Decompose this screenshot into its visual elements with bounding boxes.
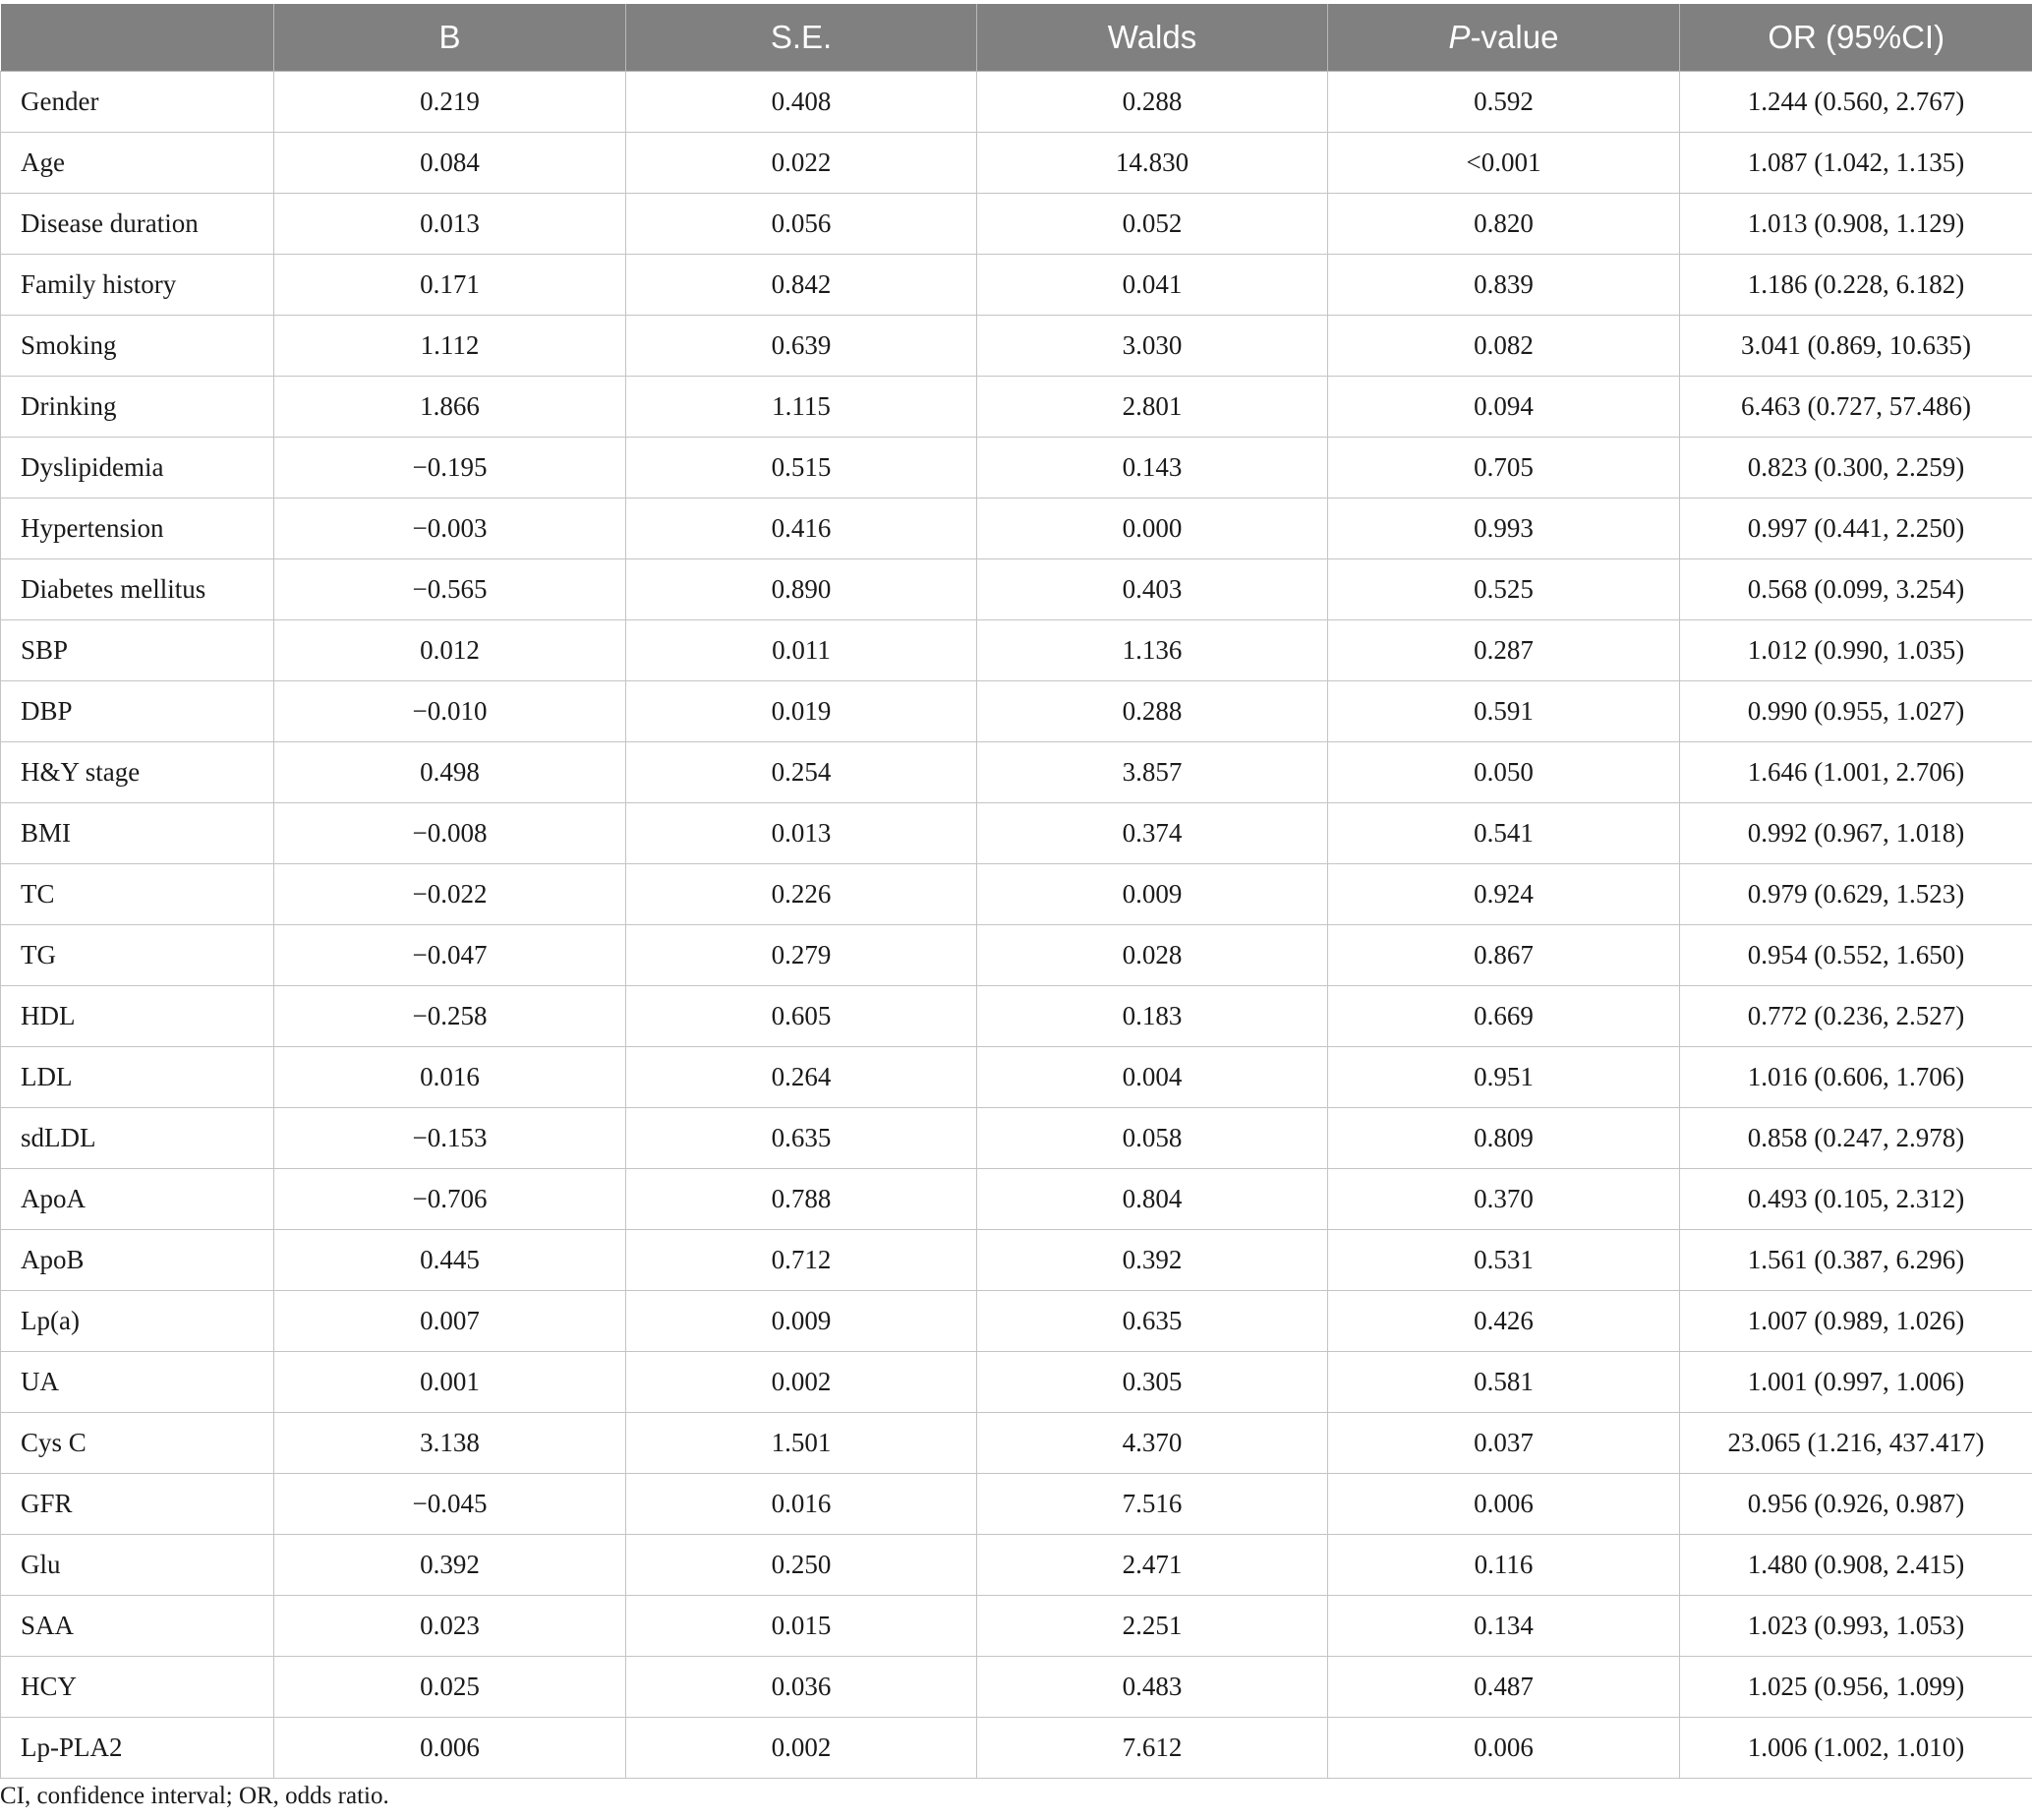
p-value-cell: 0.487 <box>1328 1657 1680 1718</box>
se-cell: 0.515 <box>626 438 977 499</box>
p-value-cell: 0.705 <box>1328 438 1680 499</box>
se-cell: 0.016 <box>626 1474 977 1535</box>
walds-cell: 0.041 <box>977 255 1328 316</box>
se-cell: 0.019 <box>626 681 977 742</box>
or-ci-cell: 0.954 (0.552, 1.650) <box>1680 925 2032 986</box>
variable-cell: ApoA <box>1 1169 274 1230</box>
variable-cell: LDL <box>1 1047 274 1108</box>
header-se: S.E. <box>626 4 977 72</box>
se-cell: 0.842 <box>626 255 977 316</box>
se-cell: 0.639 <box>626 316 977 377</box>
table-row <box>1 1230 2032 1291</box>
se-cell: 0.250 <box>626 1535 977 1596</box>
header-odds-ratio: OR (95%CI) <box>1680 4 2032 72</box>
walds-cell: 3.030 <box>977 316 1328 377</box>
table-row <box>1 1169 2032 1230</box>
p-value-cell: 0.993 <box>1328 499 1680 559</box>
header-b: B <box>274 4 626 72</box>
table-row <box>1 1657 2032 1718</box>
walds-cell: 0.183 <box>977 986 1328 1047</box>
variable-cell: Drinking <box>1 377 274 438</box>
or-ci-cell: 3.041 (0.869, 10.635) <box>1680 316 2032 377</box>
se-cell: 0.226 <box>626 864 977 925</box>
p-value-cell: 0.082 <box>1328 316 1680 377</box>
table-row <box>1 1108 2032 1169</box>
se-cell: 0.002 <box>626 1718 977 1779</box>
walds-cell: 2.801 <box>977 377 1328 438</box>
b-cell: 0.012 <box>274 620 626 681</box>
table-row <box>1 986 2032 1047</box>
or-ci-cell: 0.493 (0.105, 2.312) <box>1680 1169 2032 1230</box>
or-ci-cell: 1.013 (0.908, 1.129) <box>1680 194 2032 255</box>
se-cell: 0.635 <box>626 1108 977 1169</box>
b-cell: 0.498 <box>274 742 626 803</box>
table-row <box>1 255 2032 316</box>
variable-cell: HCY <box>1 1657 274 1718</box>
or-ci-cell: 1.186 (0.228, 6.182) <box>1680 255 2032 316</box>
walds-cell: 7.516 <box>977 1474 1328 1535</box>
or-ci-cell: 0.772 (0.236, 2.527) <box>1680 986 2032 1047</box>
table-row <box>1 681 2032 742</box>
table-row <box>1 377 2032 438</box>
b-cell: −0.706 <box>274 1169 626 1230</box>
b-cell: −0.022 <box>274 864 626 925</box>
regression-table-container <box>0 4 2032 1779</box>
or-ci-cell: 1.087 (1.042, 1.135) <box>1680 133 2032 194</box>
se-cell: 0.788 <box>626 1169 977 1230</box>
se-cell: 0.009 <box>626 1291 977 1352</box>
table-header-row <box>1 4 2032 72</box>
se-cell: 0.013 <box>626 803 977 864</box>
variable-cell: Diabetes mellitus <box>1 559 274 620</box>
or-ci-cell: 1.007 (0.989, 1.026) <box>1680 1291 2032 1352</box>
or-ci-cell: 1.244 (0.560, 2.767) <box>1680 72 2032 133</box>
b-cell: −0.565 <box>274 559 626 620</box>
b-cell: 1.112 <box>274 316 626 377</box>
p-value-cell: 0.531 <box>1328 1230 1680 1291</box>
table-row <box>1 1718 2032 1779</box>
p-value-cell: 0.426 <box>1328 1291 1680 1352</box>
p-value-cell: 0.037 <box>1328 1413 1680 1474</box>
b-cell: 0.013 <box>274 194 626 255</box>
or-ci-cell: 1.480 (0.908, 2.415) <box>1680 1535 2032 1596</box>
variable-cell: Cys C <box>1 1413 274 1474</box>
table-row <box>1 925 2032 986</box>
se-cell: 0.011 <box>626 620 977 681</box>
walds-cell: 0.392 <box>977 1230 1328 1291</box>
variable-cell: Dyslipidemia <box>1 438 274 499</box>
b-cell: −0.047 <box>274 925 626 986</box>
header-p-value: P-value <box>1328 4 1680 72</box>
se-cell: 0.605 <box>626 986 977 1047</box>
walds-cell: 0.052 <box>977 194 1328 255</box>
variable-cell: Gender <box>1 72 274 133</box>
walds-cell: 0.403 <box>977 559 1328 620</box>
p-value-cell: 0.809 <box>1328 1108 1680 1169</box>
or-ci-cell: 0.956 (0.926, 0.987) <box>1680 1474 2032 1535</box>
b-cell: −0.010 <box>274 681 626 742</box>
variable-cell: Glu <box>1 1535 274 1596</box>
p-value-cell: 0.581 <box>1328 1352 1680 1413</box>
b-cell: −0.003 <box>274 499 626 559</box>
or-ci-cell: 1.561 (0.387, 6.296) <box>1680 1230 2032 1291</box>
p-value-cell: 0.591 <box>1328 681 1680 742</box>
or-ci-cell: 0.568 (0.099, 3.254) <box>1680 559 2032 620</box>
table-row <box>1 72 2032 133</box>
table-row <box>1 1352 2032 1413</box>
walds-cell: 0.305 <box>977 1352 1328 1413</box>
b-cell: −0.153 <box>274 1108 626 1169</box>
variable-cell: SAA <box>1 1596 274 1657</box>
variable-cell: Age <box>1 133 274 194</box>
variable-cell: H&Y stage <box>1 742 274 803</box>
walds-cell: 0.009 <box>977 864 1328 925</box>
variable-cell: GFR <box>1 1474 274 1535</box>
variable-cell: TG <box>1 925 274 986</box>
or-ci-cell: 0.990 (0.955, 1.027) <box>1680 681 2032 742</box>
walds-cell: 0.058 <box>977 1108 1328 1169</box>
se-cell: 0.890 <box>626 559 977 620</box>
table-row <box>1 1474 2032 1535</box>
p-value-cell: 0.820 <box>1328 194 1680 255</box>
variable-cell: sdLDL <box>1 1108 274 1169</box>
b-cell: −0.045 <box>274 1474 626 1535</box>
se-cell: 0.408 <box>626 72 977 133</box>
p-value-cell: 0.370 <box>1328 1169 1680 1230</box>
table-row <box>1 1291 2032 1352</box>
or-ci-cell: 1.012 (0.990, 1.035) <box>1680 620 2032 681</box>
or-ci-cell: 1.001 (0.997, 1.006) <box>1680 1352 2032 1413</box>
b-cell: 0.392 <box>274 1535 626 1596</box>
table-row <box>1 438 2032 499</box>
table-row <box>1 620 2032 681</box>
walds-cell: 0.143 <box>977 438 1328 499</box>
table-row <box>1 1413 2032 1474</box>
or-ci-cell: 1.646 (1.001, 2.706) <box>1680 742 2032 803</box>
b-cell: 0.006 <box>274 1718 626 1779</box>
walds-cell: 2.471 <box>977 1535 1328 1596</box>
or-ci-cell: 0.979 (0.629, 1.523) <box>1680 864 2032 925</box>
se-cell: 0.279 <box>626 925 977 986</box>
variable-cell: Disease duration <box>1 194 274 255</box>
p-value-cell: 0.669 <box>1328 986 1680 1047</box>
walds-cell: 1.136 <box>977 620 1328 681</box>
se-cell: 0.036 <box>626 1657 977 1718</box>
variable-cell: SBP <box>1 620 274 681</box>
or-ci-cell: 6.463 (0.727, 57.486) <box>1680 377 2032 438</box>
walds-cell: 0.000 <box>977 499 1328 559</box>
table-row <box>1 499 2032 559</box>
se-cell: 0.015 <box>626 1596 977 1657</box>
walds-cell: 0.635 <box>977 1291 1328 1352</box>
walds-cell: 0.004 <box>977 1047 1328 1108</box>
b-cell: 0.016 <box>274 1047 626 1108</box>
walds-cell: 0.288 <box>977 681 1328 742</box>
walds-cell: 14.830 <box>977 133 1328 194</box>
table-body <box>1 72 2032 1779</box>
table-row <box>1 133 2032 194</box>
b-cell: −0.258 <box>274 986 626 1047</box>
p-value-cell: 0.867 <box>1328 925 1680 986</box>
table-row <box>1 803 2032 864</box>
b-cell: 0.007 <box>274 1291 626 1352</box>
p-value-cell: 0.924 <box>1328 864 1680 925</box>
or-ci-cell: 23.065 (1.216, 437.417) <box>1680 1413 2032 1474</box>
b-cell: 0.171 <box>274 255 626 316</box>
or-ci-cell: 0.858 (0.247, 2.978) <box>1680 1108 2032 1169</box>
table-row <box>1 559 2032 620</box>
se-cell: 0.264 <box>626 1047 977 1108</box>
table-row <box>1 1047 2032 1108</box>
variable-cell: HDL <box>1 986 274 1047</box>
se-cell: 0.254 <box>626 742 977 803</box>
se-cell: 0.022 <box>626 133 977 194</box>
or-ci-cell: 1.023 (0.993, 1.053) <box>1680 1596 2032 1657</box>
b-cell: 0.001 <box>274 1352 626 1413</box>
b-cell: 0.084 <box>274 133 626 194</box>
or-ci-cell: 1.025 (0.956, 1.099) <box>1680 1657 2032 1718</box>
variable-cell: Smoking <box>1 316 274 377</box>
or-ci-cell: 0.997 (0.441, 2.250) <box>1680 499 2032 559</box>
table-row <box>1 316 2032 377</box>
p-value-cell: 0.116 <box>1328 1535 1680 1596</box>
b-cell: −0.008 <box>274 803 626 864</box>
table-row <box>1 1596 2032 1657</box>
p-value-cell: 0.134 <box>1328 1596 1680 1657</box>
b-cell: 0.025 <box>274 1657 626 1718</box>
variable-cell: DBP <box>1 681 274 742</box>
se-cell: 0.712 <box>626 1230 977 1291</box>
header-variable <box>1 4 274 72</box>
b-cell: 0.219 <box>274 72 626 133</box>
logistic-regression-table <box>0 4 2032 1779</box>
p-value-cell: 0.287 <box>1328 620 1680 681</box>
variable-cell: Lp-PLA2 <box>1 1718 274 1779</box>
p-value-cell: 0.525 <box>1328 559 1680 620</box>
se-cell: 0.002 <box>626 1352 977 1413</box>
walds-cell: 0.804 <box>977 1169 1328 1230</box>
or-ci-cell: 1.016 (0.606, 1.706) <box>1680 1047 2032 1108</box>
header-walds: Walds <box>977 4 1328 72</box>
p-value-cell: 0.951 <box>1328 1047 1680 1108</box>
or-ci-cell: 1.006 (1.002, 1.010) <box>1680 1718 2032 1779</box>
walds-cell: 2.251 <box>977 1596 1328 1657</box>
b-cell: −0.195 <box>274 438 626 499</box>
table-footnote: CI, confidence interval; OR, odds ratio. <box>0 1783 389 1809</box>
p-value-cell: <0.001 <box>1328 133 1680 194</box>
p-value-cell: 0.592 <box>1328 72 1680 133</box>
variable-cell: BMI <box>1 803 274 864</box>
variable-cell: Family history <box>1 255 274 316</box>
variable-cell: UA <box>1 1352 274 1413</box>
b-cell: 0.023 <box>274 1596 626 1657</box>
variable-cell: TC <box>1 864 274 925</box>
variable-cell: Lp(a) <box>1 1291 274 1352</box>
table-row <box>1 194 2032 255</box>
b-cell: 1.866 <box>274 377 626 438</box>
se-cell: 1.501 <box>626 1413 977 1474</box>
p-value-cell: 0.094 <box>1328 377 1680 438</box>
or-ci-cell: 0.992 (0.967, 1.018) <box>1680 803 2032 864</box>
se-cell: 1.115 <box>626 377 977 438</box>
variable-cell: ApoB <box>1 1230 274 1291</box>
or-ci-cell: 0.823 (0.300, 2.259) <box>1680 438 2032 499</box>
walds-cell: 0.374 <box>977 803 1328 864</box>
b-cell: 0.445 <box>274 1230 626 1291</box>
se-cell: 0.056 <box>626 194 977 255</box>
walds-cell: 0.288 <box>977 72 1328 133</box>
p-value-cell: 0.006 <box>1328 1718 1680 1779</box>
walds-cell: 4.370 <box>977 1413 1328 1474</box>
walds-cell: 7.612 <box>977 1718 1328 1779</box>
table-row <box>1 1535 2032 1596</box>
table-row <box>1 864 2032 925</box>
se-cell: 0.416 <box>626 499 977 559</box>
p-value-cell: 0.050 <box>1328 742 1680 803</box>
p-value-cell: 0.006 <box>1328 1474 1680 1535</box>
walds-cell: 0.483 <box>977 1657 1328 1718</box>
b-cell: 3.138 <box>274 1413 626 1474</box>
p-value-cell: 0.839 <box>1328 255 1680 316</box>
table-row <box>1 742 2032 803</box>
walds-cell: 3.857 <box>977 742 1328 803</box>
p-value-cell: 0.541 <box>1328 803 1680 864</box>
variable-cell: Hypertension <box>1 499 274 559</box>
walds-cell: 0.028 <box>977 925 1328 986</box>
